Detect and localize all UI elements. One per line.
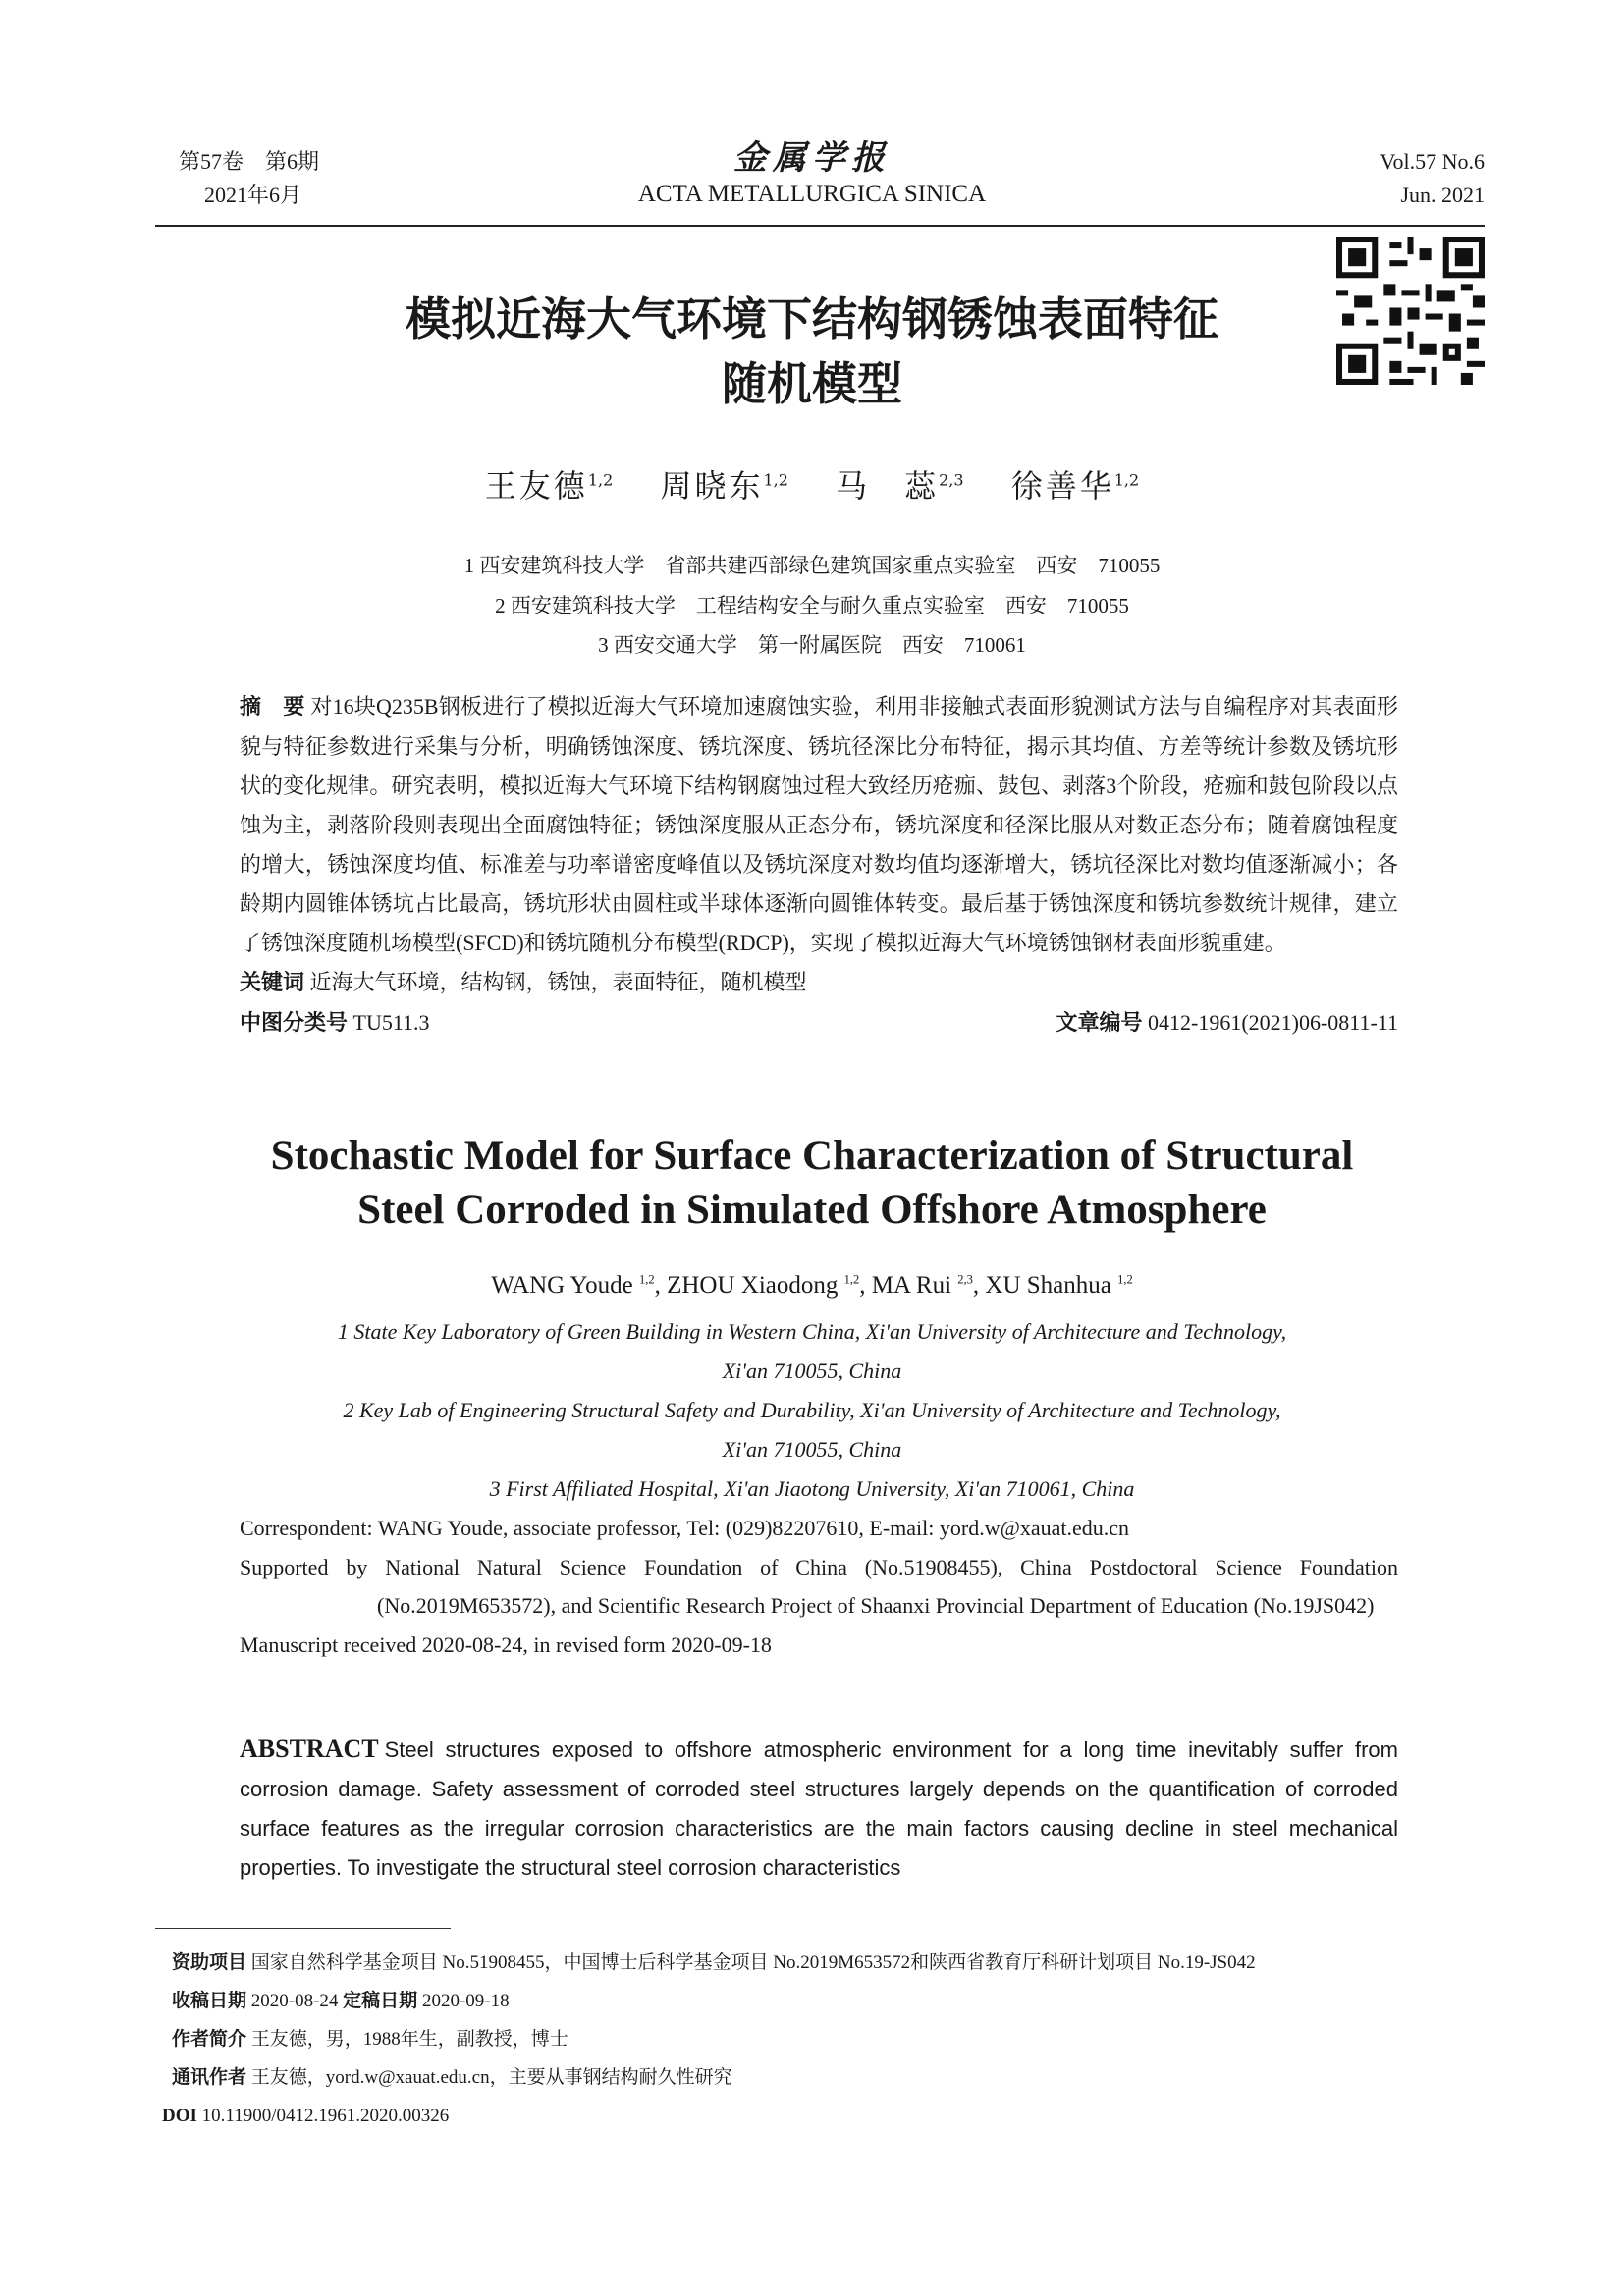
footnotes bbox=[162, 1944, 1399, 2135]
volume-issue-en: Vol.57 No.6 bbox=[1380, 149, 1485, 174]
manuscript-dates: Manuscript received 2020-08-24, in revised form 2020-09-18 bbox=[240, 1631, 772, 1657]
title-cn bbox=[0, 287, 1624, 416]
affiliation-en: Xi'an 710055, China bbox=[722, 1437, 902, 1462]
classification-value: TU511.3 bbox=[352, 1010, 430, 1035]
affiliation-en: Xi'an 710055, China bbox=[722, 1359, 902, 1383]
authors-cn bbox=[0, 461, 1624, 507]
title-cn-line: 模拟近海大气环境下结构钢锈蚀表面特征 bbox=[406, 293, 1218, 346]
volume-info-en bbox=[1380, 145, 1485, 212]
author-en: WANG Youde $^{1,2}$ bbox=[491, 1272, 655, 1299]
footnote-doi: DOI 10.11900/0412.1961.2020.00326 bbox=[162, 2106, 450, 2126]
abstract-en bbox=[240, 1730, 1398, 1888]
affiliations-cn bbox=[0, 546, 1624, 666]
footnote-funding: 资助项目 国家自然科学基金项目 No.51908455，中国博士后科学基金项目 No.2019M653572和陕西省教育厅科研计划项目 No.19-JS042 bbox=[172, 1951, 1256, 1973]
author-cn: 周晓东$^{1,2}$ bbox=[660, 467, 788, 505]
article-number bbox=[1056, 1003, 1398, 1043]
date-cn: 2021年6月 bbox=[204, 183, 302, 207]
article-number-value: 0412-1961(2021)06-0811-11 bbox=[1148, 1010, 1398, 1035]
title-en bbox=[0, 1129, 1624, 1237]
article-number-label: 文章编号 bbox=[1056, 1011, 1143, 1036]
affiliation-en: 2 Key Lab of Engineering Structural Safety and Durability, Xi'an University of Architecture and Technology, bbox=[343, 1398, 1281, 1422]
affiliation-cn: 3 西安交通大学 第一附属医院 西安 710061 bbox=[598, 633, 1026, 657]
footnote-dates: 收稿日期 2020-08-24 定稿日期 2020-09-18 bbox=[172, 1990, 510, 2011]
authors-en: WANG Youde $^{1,2}$, ZHOU Xiaodong $^{1,2}$, MA Rui $^{2,3}$, XU Shanhua $^{1,2}$ bbox=[491, 1272, 1133, 1299]
author-cn: 徐善华$^{1,2}$ bbox=[1010, 467, 1140, 505]
author-cn: 王友德$^{1,2}$ bbox=[484, 467, 614, 505]
footnote-corresponding: 通讯作者 王友德，yord.w@xauat.edu.cn，主要从事钢结构耐久性研究 bbox=[172, 2066, 732, 2088]
author-cn: 马 蕊$^{2,3}$ bbox=[836, 467, 964, 505]
date-en: Jun. 2021 bbox=[1400, 183, 1485, 207]
title-cn-line: 随机模型 bbox=[722, 357, 902, 410]
classification-label: 中图分类号 bbox=[240, 1011, 349, 1036]
affiliation-cn: 2 西安建筑科技大学 工程结构安全与耐久重点实验室 西安 710055 bbox=[495, 593, 1129, 617]
volume-issue-cn: 第57卷 第6期 bbox=[179, 149, 320, 174]
journal-name-en: ACTA METALLURGICA SINICA bbox=[637, 181, 987, 207]
abstract-cn-label: 摘 要 bbox=[240, 695, 305, 720]
correspondent: Correspondent: WANG Youde, associate professor, Tel: (029)82207610, E-mail: yord.w@xauat.edu.cn bbox=[240, 1516, 1130, 1540]
author-en: XU Shanhua $^{1,2}$ bbox=[985, 1272, 1133, 1299]
journal-name-cn: 金属学报 bbox=[733, 138, 891, 178]
affiliation-en: 1 State Key Laboratory of Green Building in Western China, Xi'an University of Architecture and Technology, bbox=[337, 1319, 1287, 1344]
affiliations-en bbox=[0, 1312, 1624, 1509]
article-meta-en bbox=[240, 1509, 1398, 1664]
author-en: MA Rui $^{2,3}$ bbox=[871, 1272, 973, 1299]
funding-en: Supported by National Natural Science Foundation of China (No.51908455), China Postdoctoral Science Foundation (No.2019M653572), and Scientific Research Project of Shaanxi Provincial Department of Education (No.19JS042) bbox=[240, 1554, 1398, 1618]
abstract-en-text: Steel structures exposed to offshore atmospheric environment for a long time inevitably suffer from corrosion damage. Safety assessment of corroded steel structures largely depends on the quantification of corroded surface features as the irregular corrosion characteristics are the main factors causing decline in steel mechanical properties. To investigate the structural steel corrosion characteristics bbox=[240, 1737, 1398, 1880]
header-rule bbox=[155, 225, 1485, 227]
author-en: ZHOU Xiaodong $^{1,2}$ bbox=[667, 1272, 860, 1299]
footnote-rule bbox=[155, 1928, 451, 1929]
keywords-label: 关键词 bbox=[240, 971, 305, 995]
keywords-text: 近海大气环境，结构钢，锈蚀，表面特征，随机模型 bbox=[309, 970, 807, 994]
abstract-en-label: ABSTRACT bbox=[240, 1735, 379, 1763]
abstract-cn bbox=[240, 687, 1398, 1043]
title-en-line: Steel Corroded in Simulated Offshore Atmosphere bbox=[357, 1187, 1267, 1233]
abstract-cn-text: 对16块Q235B钢板进行了模拟近海大气环境加速腐蚀实验，利用非接触式表面形貌测试方法与自编程序对其表面形貌与特征参数进行采集与分析，明确锈蚀深度、锈坑深度、锈坑径深比分布特征，揭示其均值、方差等统计参数及锈坑形状的变化规律。研究表明，模拟近海大气环境下结构钢腐蚀过程大致经历疮痂、鼓包、剥落3个阶段，疮痂和鼓包阶段以点蚀为主，剥落阶段则表现出全面腐蚀特征；锈蚀深度服从正态分布，锈坑深度和径深比服从对数正态分布；随着腐蚀程度的增大，锈蚀深度均值、标准差与功率谱密度峰值以及锈坑深度对数均值均逐渐增大，锈坑径深比对数均值逐渐减小；各龄期内圆锥体锈坑占比最高，锈坑形状由圆柱或半球体逐渐向圆锥体转变。最后基于锈蚀深度和锈坑参数统计规律，建立了锈蚀深度随机场模型(SFCD)和锈坑随机分布模型(RDCP)，实现了模拟近海大气环境锈蚀钢材表面形貌重建。 bbox=[240, 694, 1398, 955]
keywords-cn bbox=[240, 963, 1398, 1003]
affiliation-cn: 1 西安建筑科技大学 省部共建西部绿色建筑国家重点实验室 西安 710055 bbox=[463, 554, 1161, 577]
classification bbox=[240, 1003, 430, 1043]
footnote-author-bio: 作者简介 王友德，男，1988年生，副教授，博士 bbox=[172, 2028, 568, 2050]
affiliation-en: 3 First Affiliated Hospital, Xi'an Jiaotong University, Xi'an 710061, China bbox=[489, 1476, 1135, 1501]
title-en-line: Stochastic Model for Surface Characterization of Structural bbox=[270, 1133, 1354, 1179]
